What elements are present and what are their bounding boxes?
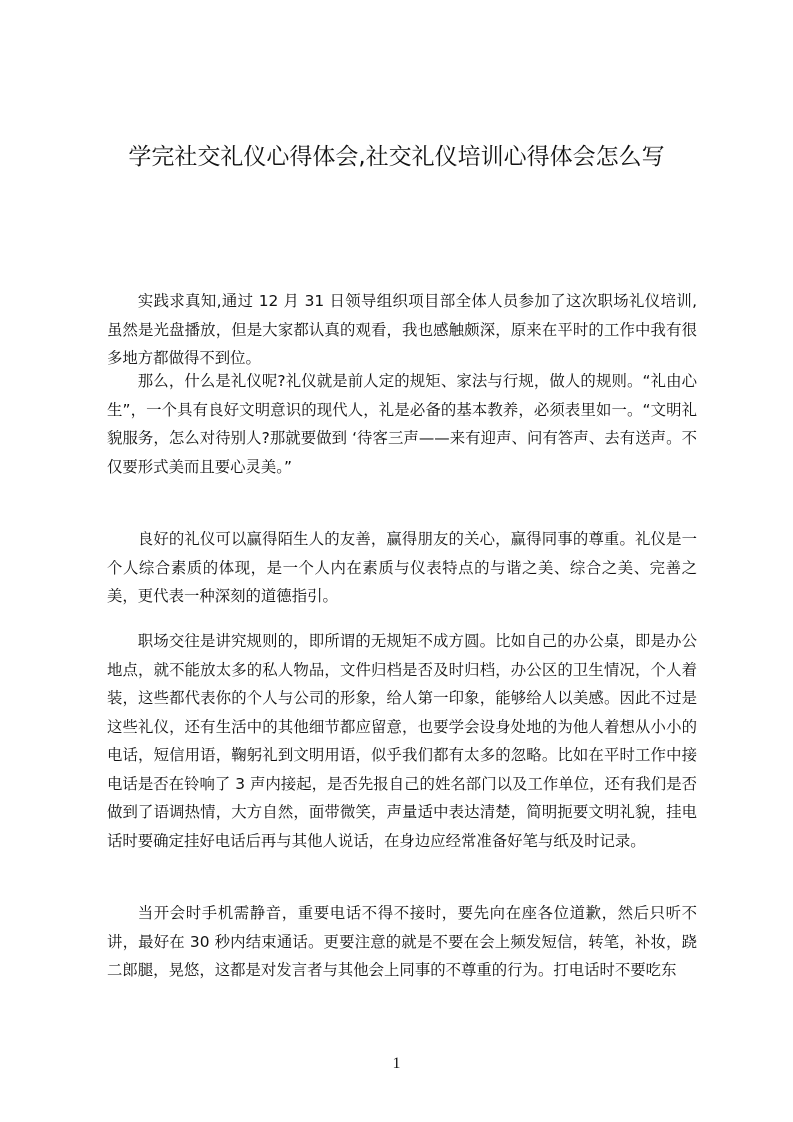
page-title: 学完社交礼仪心得体会,社交礼仪培训心得体会怎么写 (128, 144, 665, 170)
paragraph-meeting-phone: 当开会时手机需静音，重要电话不得不接时，要先向在座各位道歉，然后只听不讲，最好在 30 秒内结束通话。更要注意的就是不要在会上频发短信，转笔，补妆，跷二郎腿，晃悠，这都是对发言者与其他会上同事的不尊重的行为。打电话时不要吃东 (107, 904, 697, 979)
paragraph-good-etiquette: 良好的礼仪可以赢得陌生人的友善，赢得朋友的关心，赢得同事的尊重。礼仪是一个人综合素质的体现，是一个人内在素质与仪表特点的与谐之美、综合之美、完善之美，更代表一种深刻的道德指引。 (107, 530, 697, 605)
paragraph-training-intro: 实践求真知,通过 12 月 31 日领导组织项目部全体人员参加了这次职场礼仪培训,虽然是光盘播放，但是大家都认真的观看，我也感触颇深，原来在平时的工作中我有很多地方都做得不到位。 (107, 292, 697, 367)
page-number: 1 (392, 1055, 401, 1072)
paragraph-what-is-etiquette: 那么，什么是礼仪呢?礼仪就是前人定的规矩、家法与行规，做人的规则。“礼由心生”，一个具有良好文明意识的现代人，礼是必备的基本教养，必须表里如一。“文明礼貌服务，怎么对待别人?那就要做到 ‘待客三声——来有迎声、问有答声、去有送声。不仅要形式美而且要心灵美。” (107, 372, 697, 476)
paragraph-workplace-rules: 职场交往是讲究规则的，即所谓的无规矩不成方圆。比如自己的办公桌，即是办公地点，就不能放太多的私人物品，文件归档是否及时归档，办公区的卫生情况，个人着装，这些都代表你的个人与公司的形象，给人第一印象，能够给人以美感。因此不过是这些礼仪，还有生活中的其他细节都应留意，也要学会设身处地的为他人着想从小小的电话，短信用语，鞠躬礼到文明用语，似乎我们都有太多的忽略。比如在平时工作中接电话是否在铃响了 3 声内接起，是否先报自己的姓名部门以及工作单位，还有我们是否做到了语调热情，大方自然，面带微笑，声量适中表达清楚，简明扼要文明礼貌，挂电话时要确定挂好电话后再与其他人说话，在身边应经常准备好笔与纸及时记录。 (107, 632, 697, 850)
